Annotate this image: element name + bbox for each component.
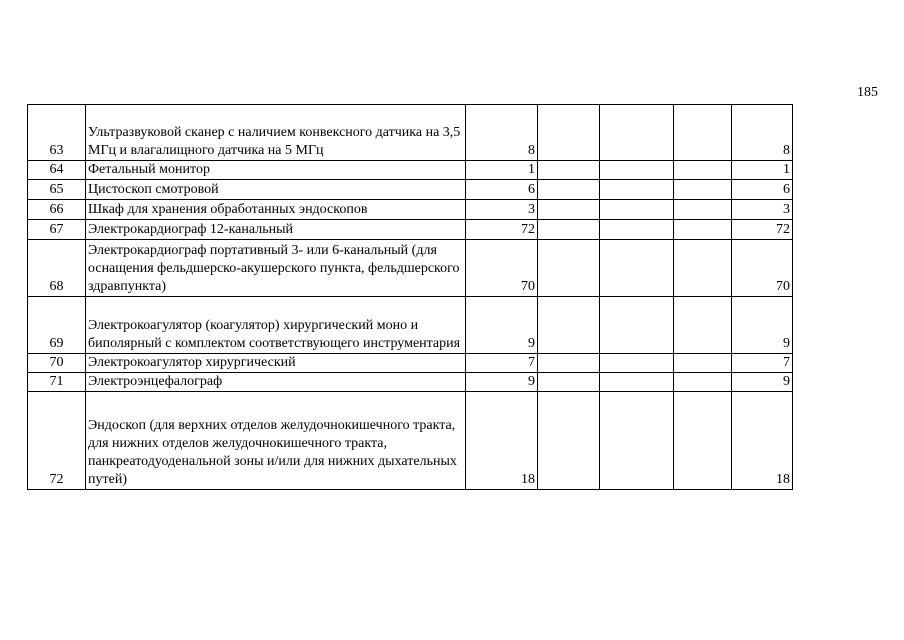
quantity-cell-2: 1 bbox=[732, 161, 793, 180]
empty-cell bbox=[538, 297, 600, 354]
empty-cell bbox=[600, 240, 674, 297]
quantity-cell-1: 3 bbox=[466, 200, 538, 220]
quantity-cell-1: 8 bbox=[466, 105, 538, 161]
quantity-cell-1: 7 bbox=[466, 354, 538, 373]
empty-cell bbox=[600, 220, 674, 240]
empty-cell bbox=[674, 297, 732, 354]
row-number: 63 bbox=[28, 105, 86, 161]
quantity-cell-2: 8 bbox=[732, 105, 793, 161]
table-row bbox=[28, 180, 793, 200]
empty-cell bbox=[600, 180, 674, 200]
equipment-name: Фетальный монитор bbox=[86, 161, 466, 180]
empty-cell bbox=[674, 220, 732, 240]
quantity-cell-2: 72 bbox=[732, 220, 793, 240]
equipment-name: Цистоскоп смотровой bbox=[86, 180, 466, 200]
quantity-cell-2: 3 bbox=[732, 200, 793, 220]
empty-cell bbox=[538, 105, 600, 161]
quantity-cell-2: 7 bbox=[732, 354, 793, 373]
equipment-name: Электрокоагулятор (коагулятор) хирургический моно и биполярный с комплектом соответствующего инструментария bbox=[86, 297, 466, 354]
table-row bbox=[28, 354, 793, 373]
quantity-cell-2: 9 bbox=[732, 297, 793, 354]
quantity-cell-1: 70 bbox=[466, 240, 538, 297]
table-row bbox=[28, 105, 793, 161]
table-row bbox=[28, 240, 793, 297]
quantity-cell-1: 9 bbox=[466, 373, 538, 392]
quantity-cell-1: 1 bbox=[466, 161, 538, 180]
row-number: 66 bbox=[28, 200, 86, 220]
row-number: 70 bbox=[28, 354, 86, 373]
equipment-table bbox=[27, 104, 793, 490]
equipment-name: Шкаф для хранения обработанных эндоскопов bbox=[86, 200, 466, 220]
empty-cell bbox=[538, 373, 600, 392]
empty-cell bbox=[600, 105, 674, 161]
quantity-cell-2: 6 bbox=[732, 180, 793, 200]
quantity-cell-1: 6 bbox=[466, 180, 538, 200]
empty-cell bbox=[674, 161, 732, 180]
empty-cell bbox=[674, 240, 732, 297]
equipment-name: Электрокоагулятор хирургический bbox=[86, 354, 466, 373]
equipment-name: Эндоскоп (для верхних отделов желудочнокишечного тракта, для нижних отделов желудочнокишечного тракта, панкреатодуоденальной зоны и/или для нижних дыхательных путей) bbox=[86, 392, 466, 490]
equipment-name: Электрокардиограф 12-канальный bbox=[86, 220, 466, 240]
empty-cell bbox=[600, 392, 674, 490]
row-number: 64 bbox=[28, 161, 86, 180]
row-number: 72 bbox=[28, 392, 86, 490]
empty-cell bbox=[538, 161, 600, 180]
table-row bbox=[28, 161, 793, 180]
empty-cell bbox=[538, 200, 600, 220]
quantity-cell-2: 70 bbox=[732, 240, 793, 297]
quantity-cell-1: 9 bbox=[466, 297, 538, 354]
quantity-cell-1: 72 bbox=[466, 220, 538, 240]
row-number: 68 bbox=[28, 240, 86, 297]
equipment-table-body bbox=[28, 105, 793, 490]
quantity-cell-1: 18 bbox=[466, 392, 538, 490]
table-row bbox=[28, 297, 793, 354]
empty-cell bbox=[600, 200, 674, 220]
page-number: 185 bbox=[857, 85, 878, 100]
equipment-name: Ультразвуковой сканер с наличием конвексного датчика на 3,5 МГц и влагалищного датчика на 5 МГц bbox=[86, 105, 466, 161]
empty-cell bbox=[674, 373, 732, 392]
empty-cell bbox=[538, 240, 600, 297]
empty-cell bbox=[538, 180, 600, 200]
table-row bbox=[28, 220, 793, 240]
quantity-cell-2: 18 bbox=[732, 392, 793, 490]
row-number: 71 bbox=[28, 373, 86, 392]
row-number: 65 bbox=[28, 180, 86, 200]
empty-cell bbox=[538, 392, 600, 490]
empty-cell bbox=[674, 354, 732, 373]
empty-cell bbox=[674, 200, 732, 220]
equipment-name: Электроэнцефалограф bbox=[86, 373, 466, 392]
table-row bbox=[28, 373, 793, 392]
row-number: 67 bbox=[28, 220, 86, 240]
empty-cell bbox=[674, 105, 732, 161]
table-row bbox=[28, 392, 793, 490]
empty-cell bbox=[538, 220, 600, 240]
empty-cell bbox=[674, 180, 732, 200]
empty-cell bbox=[600, 354, 674, 373]
table-row bbox=[28, 200, 793, 220]
empty-cell bbox=[674, 392, 732, 490]
empty-cell bbox=[600, 373, 674, 392]
equipment-name: Электрокардиограф портативный 3- или 6-канальный (для оснащения фельдшерско-акушерского пункта, фельдшерского здравпункта) bbox=[86, 240, 466, 297]
empty-cell bbox=[538, 354, 600, 373]
empty-cell bbox=[600, 161, 674, 180]
empty-cell bbox=[600, 297, 674, 354]
quantity-cell-2: 9 bbox=[732, 373, 793, 392]
row-number: 69 bbox=[28, 297, 86, 354]
